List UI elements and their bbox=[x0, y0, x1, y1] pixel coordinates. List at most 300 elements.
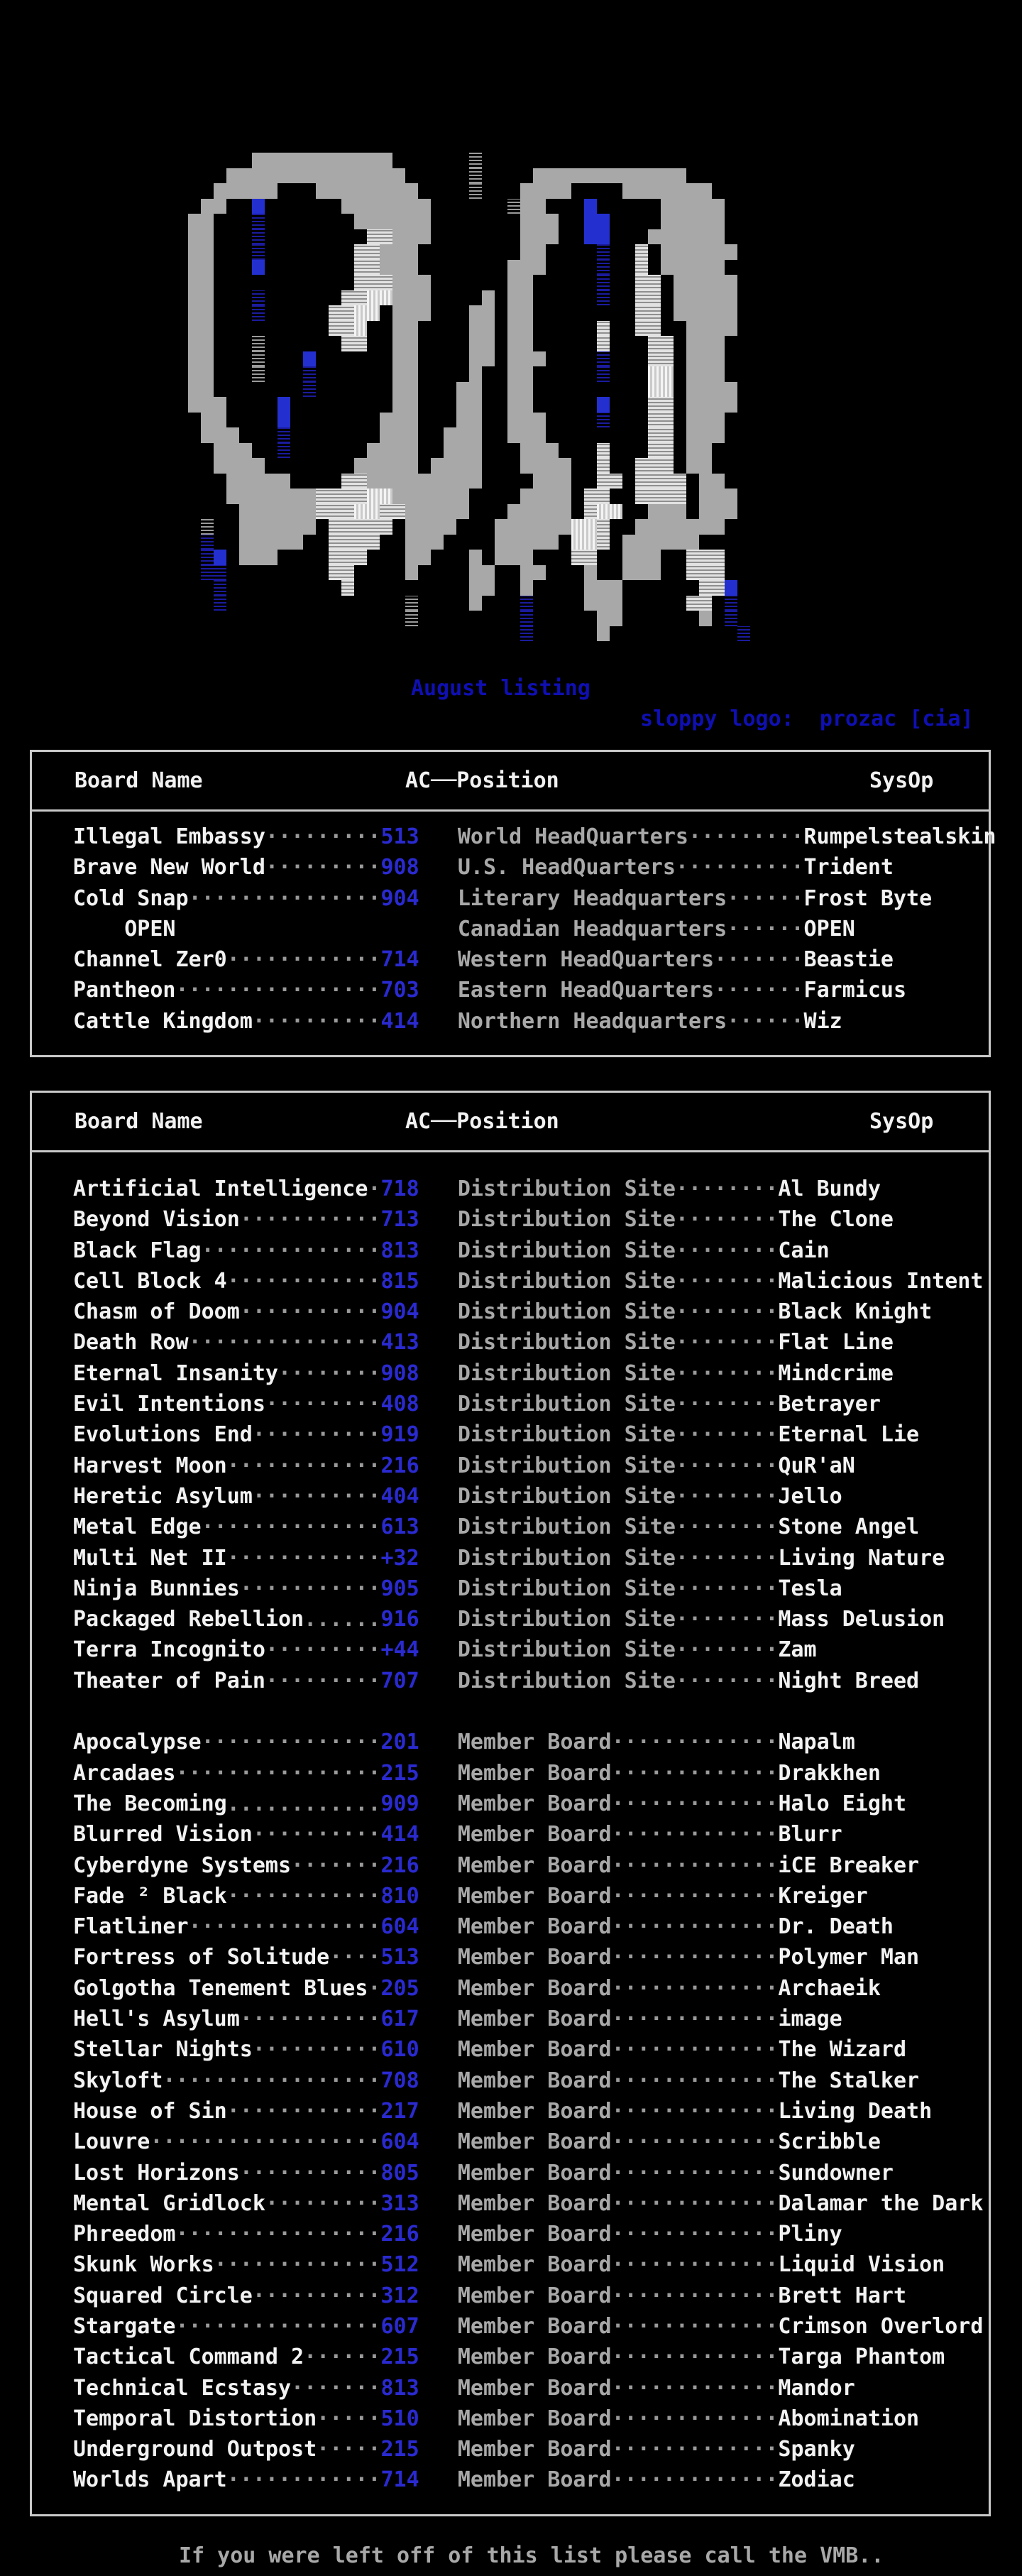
position-label: Distribution Site bbox=[457, 1238, 676, 1263]
area-code: 513 bbox=[380, 824, 419, 849]
area-code: 510 bbox=[380, 2406, 419, 2431]
column-gap bbox=[419, 2037, 458, 2062]
column-header-board-name: Board Name bbox=[75, 1109, 203, 1134]
board-name: Terra Incognito bbox=[73, 1637, 265, 1663]
area-code: 216 bbox=[380, 1852, 419, 1878]
column-header-sysop: SysOp bbox=[869, 768, 934, 793]
area-code: 205 bbox=[380, 1975, 419, 2001]
column-gap bbox=[419, 1330, 458, 1355]
board-name: Multi Net II bbox=[73, 1545, 227, 1571]
sysop-name: Liquid Vision bbox=[778, 2252, 945, 2278]
position-label: Distribution Site bbox=[457, 1607, 676, 1632]
dot-leader: ········ bbox=[675, 1268, 779, 1294]
sysop-name: Wiz bbox=[803, 1008, 842, 1034]
board-name: Worlds Apart bbox=[73, 2467, 227, 2493]
dot-leader: ······ bbox=[727, 1008, 804, 1034]
sysop-name: Mass Delusion bbox=[778, 1607, 945, 1632]
board-row bbox=[73, 1850, 989, 1881]
board-row bbox=[73, 1604, 989, 1634]
column-gap bbox=[419, 2345, 458, 2369]
board-row bbox=[73, 2219, 989, 2249]
column-gap bbox=[419, 2283, 458, 2308]
column-gap bbox=[419, 2068, 458, 2093]
position-label: Member Board bbox=[457, 2283, 612, 2308]
column-gap bbox=[419, 2376, 458, 2401]
dot-leader: ········ bbox=[675, 1392, 779, 1417]
board-row bbox=[73, 1911, 989, 1942]
column-gap bbox=[419, 1945, 458, 1970]
board-row bbox=[73, 1727, 989, 1757]
dot-leader: ············· bbox=[611, 2190, 779, 2216]
area-code: 714 bbox=[380, 2467, 419, 2493]
board-row bbox=[73, 914, 989, 944]
dot-leader: ········ bbox=[278, 1360, 381, 1386]
board-name: Ninja Bunnies bbox=[73, 1576, 240, 1601]
board-name: Harvest Moon bbox=[73, 1453, 227, 1478]
position-label: Member Board bbox=[457, 1883, 612, 1909]
dot-leader: ······· bbox=[714, 947, 804, 973]
board-name: Arcadaes bbox=[73, 1760, 176, 1786]
dot-leader: ········ bbox=[675, 1177, 779, 1201]
dot-leader: ··········· bbox=[239, 2007, 381, 2032]
dot-leader: ·········· bbox=[675, 855, 804, 880]
column-gap bbox=[419, 855, 458, 880]
dot-leader: ··············· bbox=[188, 1914, 381, 1940]
area-code: 215 bbox=[380, 2345, 419, 2370]
board-name: Channel Zer0 bbox=[73, 947, 227, 973]
board-name: Apocalypse bbox=[73, 1730, 202, 1755]
dot-leader bbox=[176, 917, 381, 942]
position-label: Member Board bbox=[457, 2160, 612, 2185]
board-name: Eternal Insanity bbox=[73, 1360, 278, 1386]
dot-leader: ·················· bbox=[150, 2129, 381, 2155]
dot-leader: ················· bbox=[163, 2068, 381, 2093]
board-name: Chasm of Doom bbox=[73, 1299, 240, 1325]
dot-leader: ············· bbox=[611, 2222, 779, 2247]
board-name: Theater of Pain bbox=[73, 1668, 265, 1693]
dot-leader: ············· bbox=[611, 1945, 779, 1970]
dot-leader: ······ bbox=[727, 916, 804, 942]
logo-credit-caption: sloppy logo: prozac [cia] bbox=[640, 706, 974, 731]
dot-leader: ········· bbox=[265, 1668, 381, 1693]
dot-leader: ················ bbox=[175, 1760, 381, 1786]
board-row bbox=[73, 1543, 989, 1573]
position-label: Distribution Site bbox=[457, 1422, 676, 1448]
board-row bbox=[73, 2096, 989, 2127]
position-label: Distribution Site bbox=[457, 1177, 676, 1201]
dot-leader: ············· bbox=[611, 2406, 779, 2431]
board-row bbox=[73, 1358, 989, 1389]
sysop-name: Drakkhen bbox=[778, 1760, 881, 1786]
column-gap bbox=[419, 1009, 458, 1034]
dot-leader: ········ bbox=[675, 1299, 779, 1325]
board-row bbox=[73, 2434, 989, 2465]
board-row bbox=[73, 1297, 989, 1327]
area-code: 703 bbox=[380, 978, 419, 1003]
sysop-name: Stone Angel bbox=[778, 1515, 920, 1540]
area-code: 216 bbox=[380, 1453, 419, 1478]
board-row bbox=[73, 975, 989, 1005]
board-name: Underground Outpost bbox=[73, 2437, 317, 2462]
dot-leader: ······· bbox=[291, 1852, 381, 1878]
board-name: Black Flag bbox=[73, 1238, 202, 1263]
dot-leader: ···· bbox=[329, 1945, 381, 1970]
sysop-name: Pliny bbox=[778, 2222, 842, 2247]
board-row bbox=[73, 1389, 989, 1419]
area-code: +44 bbox=[380, 1637, 419, 1663]
position-label: Distribution Site bbox=[457, 1453, 676, 1478]
board-name: Technical Ecstasy bbox=[73, 2375, 292, 2401]
board-row bbox=[73, 1634, 989, 1665]
sysop-name: QuR'aN bbox=[778, 1453, 855, 1478]
dot-leader: ············ bbox=[226, 947, 381, 973]
sysop-name: Al Bundy bbox=[778, 1177, 881, 1201]
dot-leader: ...... bbox=[304, 1607, 381, 1632]
board-row bbox=[73, 1512, 989, 1542]
dot-leader: ············· bbox=[611, 1883, 779, 1909]
dot-leader: ··············· bbox=[188, 885, 381, 911]
column-gap bbox=[419, 824, 458, 849]
board-row bbox=[73, 852, 989, 883]
board-row bbox=[73, 2373, 989, 2403]
area-code: 217 bbox=[380, 2098, 419, 2124]
area-code: 904 bbox=[380, 1299, 419, 1325]
board-name: Golgotha Tenement Blues bbox=[73, 1975, 368, 2001]
dot-leader: ················ bbox=[175, 2313, 381, 2339]
area-code: 617 bbox=[380, 2007, 419, 2032]
position-label: Member Board bbox=[457, 1760, 612, 1786]
column-gap bbox=[419, 1361, 458, 1386]
board-name: Fortress of Solitude bbox=[73, 1945, 330, 1970]
dot-leader: ··············· bbox=[188, 1330, 381, 1355]
board-name: Squared Circle bbox=[73, 2283, 253, 2308]
column-gap bbox=[419, 1546, 458, 1571]
area-code: 708 bbox=[380, 2068, 419, 2093]
board-name: Hell's Asylum bbox=[73, 2007, 240, 2032]
dot-leader: ············· bbox=[611, 2345, 779, 2370]
position-label: Member Board bbox=[457, 1914, 612, 1940]
dot-leader: ············ bbox=[226, 2098, 381, 2124]
sysop-name: The Stalker bbox=[778, 2068, 920, 2093]
board-name: Flatliner bbox=[73, 1914, 189, 1940]
dot-leader: ············· bbox=[611, 2375, 779, 2401]
area-code: 313 bbox=[380, 2190, 419, 2216]
board-name: Cell Block 4 bbox=[73, 1268, 227, 1294]
sysop-name: Brett Hart bbox=[778, 2283, 907, 2308]
board-row bbox=[73, 1174, 989, 1204]
position-label: Distribution Site bbox=[457, 1668, 676, 1693]
board-row bbox=[73, 1451, 989, 1481]
position-label: Member Board bbox=[457, 2068, 612, 2093]
dot-leader: ····· bbox=[317, 2406, 381, 2431]
dot-leader: ·········· bbox=[252, 1422, 381, 1448]
area-code: 707 bbox=[380, 1668, 419, 1693]
board-name: Artificial Intelligence bbox=[73, 1177, 368, 1201]
board-name: Pantheon bbox=[73, 978, 176, 1003]
area-code: 604 bbox=[380, 1914, 419, 1940]
sysop-name: Betrayer bbox=[778, 1392, 881, 1417]
dot-leader: · bbox=[368, 1177, 381, 1201]
area-code: 813 bbox=[380, 1238, 419, 1263]
column-gap bbox=[419, 978, 458, 1003]
column-gap bbox=[419, 947, 458, 972]
dot-leader: ········ bbox=[675, 1207, 779, 1233]
area-code: 805 bbox=[380, 2160, 419, 2185]
area-code: 408 bbox=[380, 1392, 419, 1417]
position-label: Member Board bbox=[457, 1730, 612, 1755]
column-gap bbox=[419, 2406, 458, 2431]
sysop-name: Eternal Lie bbox=[778, 1422, 920, 1448]
column-gap bbox=[419, 1914, 458, 1939]
board-name: Evolutions End bbox=[73, 1422, 253, 1448]
dot-leader: ········ bbox=[675, 1238, 779, 1263]
dot-leader: ··········· bbox=[239, 1576, 381, 1601]
sysop-name: iCE Breaker bbox=[778, 1852, 920, 1878]
board-row bbox=[73, 1758, 989, 1789]
position-label: Member Board bbox=[457, 2375, 612, 2401]
board-name: House of Sin bbox=[73, 2098, 227, 2124]
position-label: Member Board bbox=[457, 1852, 612, 1878]
dot-leader: ········· bbox=[688, 824, 804, 849]
sysop-name: Sundowner bbox=[778, 2160, 894, 2185]
area-code: 513 bbox=[380, 1945, 419, 1970]
area-code: 414 bbox=[380, 1822, 419, 1848]
column-gap bbox=[419, 1853, 458, 1878]
column-gap bbox=[419, 1637, 458, 1662]
area-code: 813 bbox=[380, 2375, 419, 2401]
listing-month-caption: August listing bbox=[411, 676, 590, 701]
dot-leader: ············· bbox=[611, 1760, 779, 1786]
board-name: Beyond Vision bbox=[73, 1207, 240, 1233]
sysop-name: Cain bbox=[778, 1238, 830, 1263]
column-header-sysop: SysOp bbox=[869, 1109, 934, 1134]
dot-leader: ············ bbox=[226, 2467, 381, 2493]
area-code: 215 bbox=[380, 2437, 419, 2462]
sysop-name: Living Nature bbox=[778, 1545, 945, 1571]
board-name: Mental Gridlock bbox=[73, 2190, 265, 2216]
area-code: 916 bbox=[380, 1607, 419, 1632]
board-row bbox=[73, 2034, 989, 2065]
sysop-name: Black Knight bbox=[778, 1299, 933, 1325]
position-label: Distribution Site bbox=[457, 1268, 676, 1294]
section-separator bbox=[73, 1696, 989, 1727]
position-label: Literary Headquarters bbox=[457, 885, 727, 911]
position-label: Member Board bbox=[457, 2007, 612, 2032]
sysop-name: Beastie bbox=[803, 947, 894, 973]
dot-leader: ········ bbox=[675, 1545, 779, 1571]
dot-leader: ············· bbox=[611, 2068, 779, 2093]
dot-leader: ········ bbox=[675, 1483, 779, 1509]
column-gap bbox=[419, 1422, 458, 1447]
dot-leader: ·········· bbox=[252, 2283, 381, 2308]
board-row bbox=[73, 2188, 989, 2219]
sysop-name: Archaeik bbox=[778, 1975, 881, 2001]
dot-leader: ............ bbox=[226, 1791, 381, 1816]
sites-and-members-table bbox=[30, 1091, 991, 2516]
board-name: The Becoming bbox=[73, 1791, 227, 1816]
board-row bbox=[73, 1819, 989, 1850]
board-name: Evil Intentions bbox=[73, 1392, 265, 1417]
ansi-logo-art bbox=[188, 153, 750, 641]
sysop-name: Dr. Death bbox=[778, 1914, 894, 1940]
area-code: +32 bbox=[380, 1545, 419, 1571]
area-code: 909 bbox=[380, 1791, 419, 1816]
position-label: Distribution Site bbox=[457, 1576, 676, 1601]
area-code bbox=[380, 917, 419, 942]
column-gap bbox=[419, 2222, 458, 2247]
dot-leader: ············· bbox=[611, 1852, 779, 1878]
board-name: Lost Horizons bbox=[73, 2160, 240, 2185]
dot-leader: ············· bbox=[611, 2313, 779, 2339]
dot-leader: ················ bbox=[175, 2222, 381, 2247]
sysop-name: Tesla bbox=[778, 1576, 842, 1601]
sysop-name: Trident bbox=[803, 855, 894, 880]
position-label: Distribution Site bbox=[457, 1483, 676, 1509]
position-label: Distribution Site bbox=[457, 1392, 676, 1417]
dot-leader: ············· bbox=[214, 2252, 381, 2278]
area-code: 905 bbox=[380, 1576, 419, 1601]
column-gap bbox=[419, 2252, 458, 2277]
dot-leader: ··········· bbox=[239, 1299, 381, 1325]
column-gap bbox=[419, 1791, 458, 1816]
board-row bbox=[73, 1006, 989, 1037]
area-code: 908 bbox=[380, 1360, 419, 1386]
board-row bbox=[73, 2403, 989, 2434]
dot-leader: ········ bbox=[675, 1453, 779, 1478]
dot-leader: ············ bbox=[226, 1453, 381, 1478]
column-header-board-name: Board Name bbox=[75, 768, 203, 793]
board-row bbox=[73, 1204, 989, 1235]
column-gap bbox=[419, 1484, 458, 1509]
board-row bbox=[73, 2465, 989, 2495]
dot-leader: ············· bbox=[611, 2252, 779, 2278]
sysop-name: Rumpelstealskin bbox=[803, 824, 996, 849]
area-code: 215 bbox=[380, 1760, 419, 1786]
column-gap bbox=[419, 2191, 458, 2216]
area-code: 810 bbox=[380, 1883, 419, 1909]
table-header bbox=[32, 752, 989, 812]
dot-leader: ····· bbox=[317, 2437, 381, 2462]
dot-leader: ············· bbox=[611, 1975, 779, 2001]
sysop-name: Abomination bbox=[778, 2406, 920, 2431]
area-code: 610 bbox=[380, 2037, 419, 2063]
board-name: Heretic Asylum bbox=[73, 1483, 253, 1509]
dot-leader: ·············· bbox=[201, 1730, 381, 1755]
sysop-name: Mindcrime bbox=[778, 1360, 894, 1386]
column-gap bbox=[419, 1976, 458, 2001]
position-label: Member Board bbox=[457, 2313, 612, 2339]
sysop-name: Zam bbox=[778, 1637, 817, 1663]
sysop-name: Night Breed bbox=[778, 1668, 920, 1693]
position-label: World HeadQuarters bbox=[457, 824, 688, 849]
board-name: Brave New World bbox=[73, 855, 265, 880]
sysop-name: Jello bbox=[778, 1483, 842, 1509]
board-row bbox=[73, 2311, 989, 2342]
dot-leader: ············ bbox=[226, 1268, 381, 1294]
dot-leader: ·········· bbox=[252, 2037, 381, 2063]
board-row bbox=[73, 944, 989, 975]
sysop-name: The Wizard bbox=[778, 2037, 907, 2063]
dot-leader: ·········· bbox=[252, 1008, 381, 1034]
sysop-name: Crimson Overlord bbox=[778, 2313, 984, 2339]
sysop-name: Spanky bbox=[778, 2437, 855, 2462]
dot-leader: ············· bbox=[611, 1822, 779, 1848]
area-code: 904 bbox=[380, 885, 419, 911]
position-label: Member Board bbox=[457, 2190, 612, 2216]
board-row bbox=[73, 1666, 989, 1696]
column-gap bbox=[419, 1207, 458, 1232]
dot-leader: ········ bbox=[675, 1668, 779, 1693]
dot-leader: ········ bbox=[675, 1607, 779, 1632]
dot-leader: ········ bbox=[675, 1360, 779, 1386]
board-row bbox=[73, 2004, 989, 2034]
dot-leader: ············· bbox=[611, 2098, 779, 2124]
board-name: Cattle Kingdom bbox=[73, 1008, 253, 1034]
sysop-name: OPEN bbox=[803, 916, 855, 942]
board-row bbox=[73, 1266, 989, 1297]
dot-leader: ······ bbox=[727, 885, 804, 911]
sysop-name: Flat Line bbox=[778, 1330, 894, 1355]
board-row bbox=[73, 2281, 989, 2311]
sysop-name: Polymer Man bbox=[778, 1945, 920, 1970]
position-label: Eastern HeadQuarters bbox=[457, 978, 715, 1003]
position-label: Member Board bbox=[457, 2252, 612, 2278]
position-label: U.S. HeadQuarters bbox=[457, 855, 676, 880]
board-name: Stargate bbox=[73, 2313, 176, 2339]
board-row bbox=[73, 2065, 989, 2096]
board-row bbox=[73, 1973, 989, 2004]
column-gap bbox=[419, 2437, 458, 2462]
column-gap bbox=[419, 1884, 458, 1909]
area-code: 714 bbox=[380, 947, 419, 973]
board-name: Louvre bbox=[73, 2129, 150, 2155]
area-code: 512 bbox=[380, 2252, 419, 2278]
dot-leader: ········· bbox=[265, 1637, 381, 1663]
board-row bbox=[73, 2127, 989, 2157]
column-gap bbox=[419, 886, 458, 911]
dot-leader: ············ bbox=[226, 1883, 381, 1909]
dot-leader: ··········· bbox=[239, 2160, 381, 2185]
dot-leader: ······ bbox=[304, 2345, 381, 2370]
dot-leader: ········· bbox=[265, 855, 381, 880]
board-name: Death Row bbox=[73, 1330, 189, 1355]
column-gap bbox=[419, 2007, 458, 2031]
position-label: Distribution Site bbox=[457, 1299, 676, 1325]
table-header bbox=[32, 1093, 989, 1152]
area-code: 201 bbox=[380, 1730, 419, 1755]
area-code: 815 bbox=[380, 1268, 419, 1294]
sysop-name: Mandor bbox=[778, 2375, 855, 2401]
headquarters-table bbox=[30, 750, 996, 1057]
dot-leader: ········ bbox=[675, 1576, 779, 1601]
sysop-name: Kreiger bbox=[778, 1883, 868, 1909]
column-gap bbox=[419, 1177, 458, 1201]
board-name: Tactical Command 2 bbox=[73, 2345, 304, 2370]
dot-leader: ·············· bbox=[201, 1238, 381, 1263]
dot-leader: ············· bbox=[611, 1914, 779, 1940]
dot-leader: ············· bbox=[611, 2007, 779, 2032]
column-gap bbox=[419, 2099, 458, 2124]
board-name: Temporal Distortion bbox=[73, 2406, 317, 2431]
position-label: Distribution Site bbox=[457, 1637, 676, 1663]
board-name: OPEN bbox=[73, 916, 176, 942]
dot-leader: ········ bbox=[675, 1637, 779, 1663]
area-code: 413 bbox=[380, 1330, 419, 1355]
position-label: Member Board bbox=[457, 2406, 612, 2431]
dot-leader: ················ bbox=[175, 978, 381, 1003]
dot-leader: ········· bbox=[265, 2190, 381, 2216]
area-code: 216 bbox=[380, 2222, 419, 2247]
